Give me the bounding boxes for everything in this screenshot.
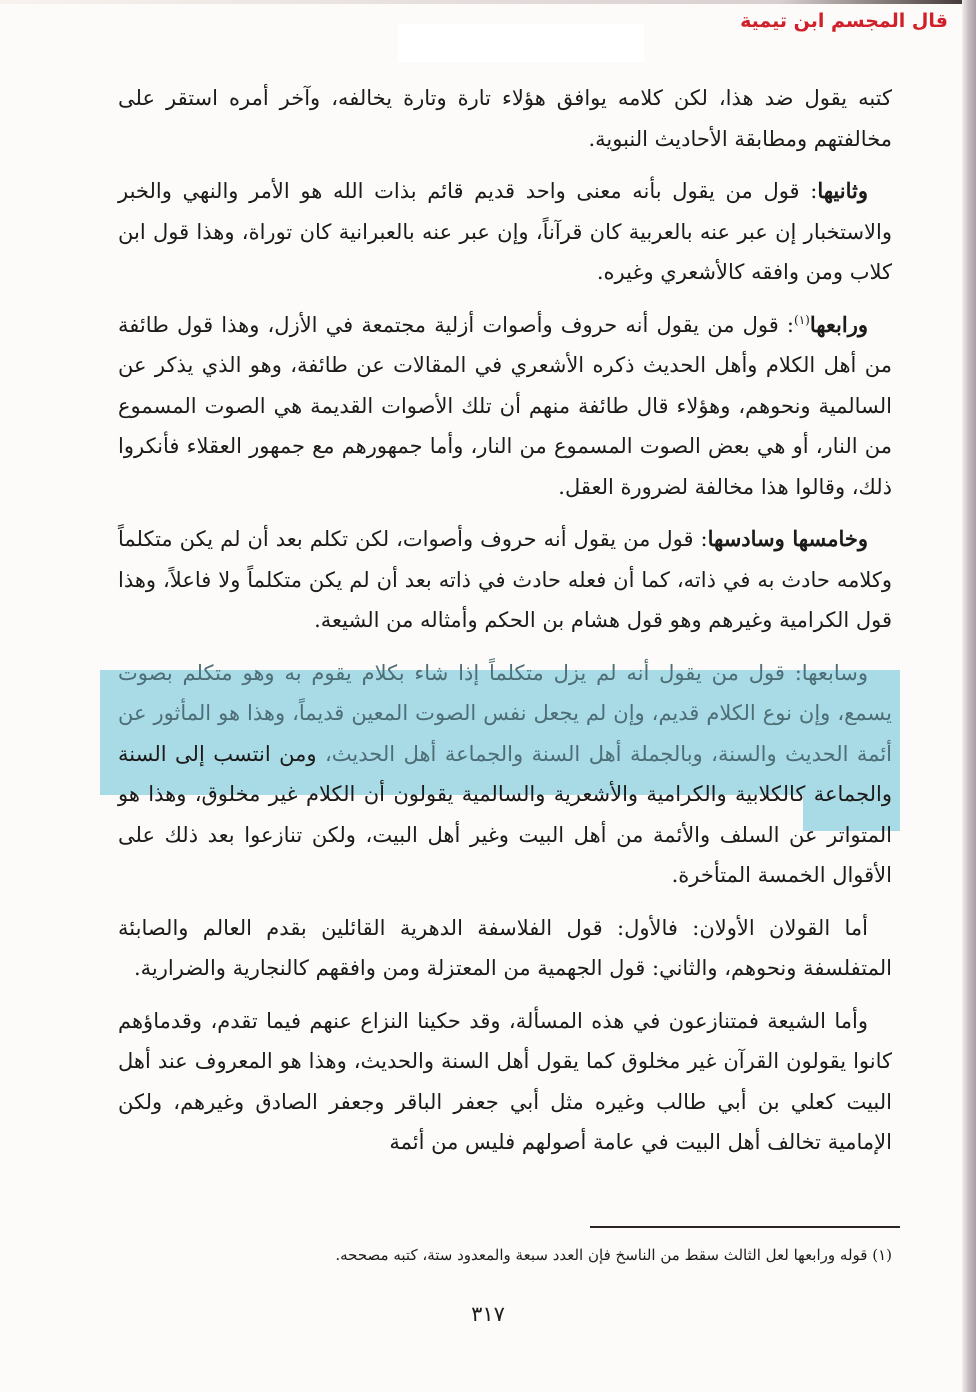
paragraph-continuation xyxy=(118,78,892,159)
paragraph-text: ومن انتسب إلى السنة والجماعة كالكلابية والكرامية والأشعرية والسالمية يقولون أن الكلام غير مخلوق، وهذا هو المتواتر عن السلف والأئمة من أهل البيت وغير أهل البيت، ولكن تنازعوا بعد ذلك على الأقوال الخمسة المتأخرة. xyxy=(118,741,892,887)
paragraph-text: كتبه يقول ضد هذا، لكن كلامه يوافق هؤلاء تارة وتارة يخالفه، وآخر أمره استقر على مخالفتهم ومطابقة الأحاديث النبوية. xyxy=(118,86,892,151)
paragraph-fourth-view xyxy=(118,305,892,508)
running-head: قال المجسم ابن تيمية xyxy=(740,10,948,32)
paragraph-text: وأما الشيعة فمتنازعون في هذه المسألة، وقد حكينا النزاع عنهم فيما تقدم، وقدماؤهم كانوا يقولون القرآن غير مخلوق كما يقول أهل السنة والحديث، وهذا هو المعروف عند أهل البيت كعلي بن أبي طالب وغيره مثل أبي جعفر الباقر وجعفر الصادق وغيرهم، ولكن الإمامية تخالف أهل البيت في عامة أصولهم فليس من أئمة xyxy=(118,1008,892,1154)
page-body xyxy=(118,78,892,1163)
paragraph-lead: وثانيها xyxy=(817,178,868,203)
paragraph-first-two-views xyxy=(118,908,892,989)
page-number: ٣١٧ xyxy=(471,1302,505,1326)
scan-page-edge xyxy=(962,0,976,1392)
paragraph-shia xyxy=(118,1001,892,1163)
footnote-reference[interactable]: (١) xyxy=(794,312,810,327)
paragraph-second-view xyxy=(118,171,892,293)
paragraph-text: : قول من يقول أنه حروف وأصوات، لكن تكلم بعد أن لم يكن متكلماً وكلامه حادث به في ذاته، كما أن فعله حادث في ذاته بعد أن لم يكن متكلماً ولا فاعلاً، وهذا قول الكرامية وغيرهم وهو قول هشام بن الحكم وأمثاله من الشيعة. xyxy=(118,527,892,632)
paragraph-seventh-view xyxy=(118,653,892,896)
highlighted-text[interactable]: : قول من يقول أنه لم يزل متكلماً إذا شاء بكلام يقوم به وهو متكلم بصوت يسمع، وإن نوع الكلام قديم، وإن لم يجعل نفس الصوت المعين قديماً، وهذا هو المأثور عن أئمة الحديث والسنة، وبالجملة أهل السنة والجماعة أهل الحديث، xyxy=(118,660,893,766)
scan-top-edge xyxy=(0,0,976,4)
paragraph-text: أما القولان الأولان: فالأول: قول الفلاسفة الدهرية القائلين بقدم العالم والصابئة المتفلسفة ونحوهم، والثاني: قول الجهمية من المعتزلة ومن وافقهم كالنجارية والضرارية. xyxy=(118,915,892,980)
paragraph-text: : قول من يقول أنه حروف وأصوات أزلية مجتمعة في الأزل، وهذا قول طائفة من أهل الكلام وأهل الحديث ذكره الأشعري في المقالات عن طائفة، وهو الذي يذكر عن السالمية ونحوهم، وهؤلاء قال طائفة منهم أن تلك الأصوات القديمة هي الصوت المسموع من النار، أو هي بعض الصوت المسموع من النار، وأما جمهورهم مع جمهور العقلاء فأنكروا ذلك، وقالوا هذا مخالفة لضرورة العقل. xyxy=(118,312,892,499)
footnote-text: قوله ورابعها لعل الثالث سقط من الناسخ فإن العدد سبعة والمعدود ستة، كتبه مصححه. xyxy=(335,1246,868,1264)
footnote-divider xyxy=(590,1226,900,1228)
paragraph-text: : قول من يقول بأنه معنى واحد قديم قائم بذات الله هو الأمر والنهي والخبر والاستخبار إن عبر عنه بالعربية كان قرآناً، وإن عبر عنه بالعبرانية كان توراة، وهذا قول ابن كلاب ومن وافقه كالأشعري وغيره. xyxy=(118,179,892,284)
footnote xyxy=(335,1246,892,1264)
blank-patch xyxy=(398,24,644,62)
paragraph-lead: وخامسها وسادسها xyxy=(707,526,868,551)
paragraph-fifth-sixth-view xyxy=(118,519,892,641)
paragraph-lead: وسابعها xyxy=(801,660,868,685)
footnote-marker: (١) xyxy=(872,1246,892,1264)
paragraph-lead: ورابعها xyxy=(809,311,868,337)
